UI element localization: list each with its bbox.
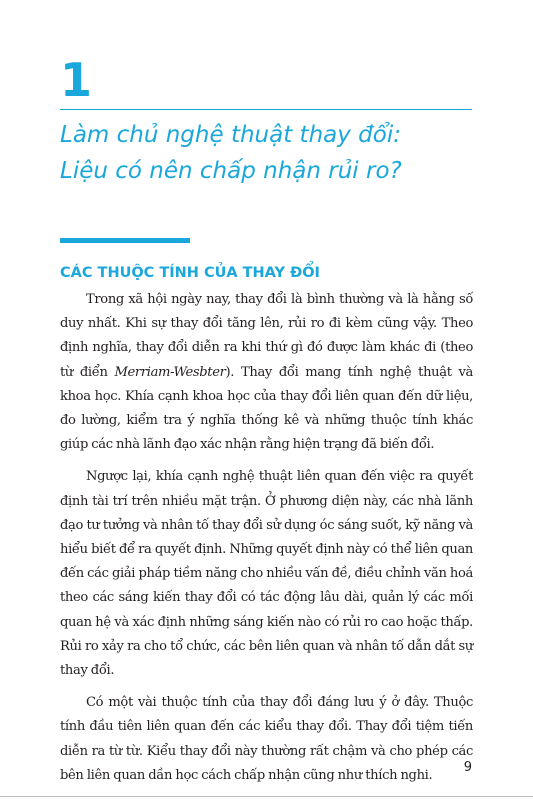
page-bottom-edge: [0, 796, 533, 797]
paragraph-2: Ngược lại, khía cạnh nghệ thuật liên quan đến việc ra quyết định tài trí trên nhiều mặt trận. Ở phương diện này, các nhà lãnh đạo tư tưởng và nhân tố thay đổi sử dụng óc sáng suốt, kỹ năng và hiểu biết để ra quyết định. Những quyết định này có thể liên quan đến các giải pháp tiềm năng cho nhiều vấn đề, điều chỉnh văn hoá theo các sáng kiến thay đổi có tác động lâu dài, quản lý các mối quan hệ và xác định những sáng kiến nào có rủi ro cao hoặc thấp. Rủi ro xảy ra cho tổ chức, các bên liên quan và nhân tố dẫn dắt sự thay đổi.: [60, 469, 473, 679]
page-number: 9: [463, 760, 472, 775]
chapter-title: [60, 117, 490, 189]
section-heading: CÁC THUỘC TÍNH CỦA THAY ĐỔI: [60, 265, 320, 281]
paragraph-1-text-a: Trong xã hội ngày nay, thay đổi là bình thường và là hằng số duy nhất. Khi sự thay đổi tăng lên, rủi ro đi kèm cũng vậy. Theo định nghĩa, thay đổi diễn ra khi thứ gì đó được làm khác đi (theo từ điển: [60, 292, 473, 380]
paragraph-3: Có một vài thuộc tính của thay đổi đáng lưu ý ở đây. Thuộc tính đầu tiên liên quan đến các kiểu thay đổi. Thay đổi tiệm tiến diễn ra từ từ. Kiểu thay đổi này thường rất chậm và cho phép các bên liên quan dần học cách chấp nhận cũng như thích nghi.: [60, 695, 473, 783]
body-text: [60, 288, 473, 796]
chapter-divider-line: [60, 109, 472, 110]
dictionary-name: Merriam-Wesbter: [114, 364, 226, 380]
paragraph-1: [60, 288, 473, 457]
section-accent-bar: [60, 238, 190, 243]
chapter-title-line-1: Làm chủ nghệ thuật thay đổi:: [60, 122, 401, 148]
chapter-number: 1: [60, 53, 93, 107]
paragraph-1-text-b: ). Thay đổi mang tính nghệ thuật và khoa học. Khía cạnh khoa học của thay đổi liên quan đến dữ liệu, đo lường, kiểm tra ý nghĩa thống kê và những thuộc tính khác giúp các nhà lãnh đạo xác nhận rằng hiện trạng đã biến đổi.: [60, 364, 474, 453]
chapter-title-line-2: Liệu có nên chấp nhận rủi ro?: [60, 158, 402, 184]
